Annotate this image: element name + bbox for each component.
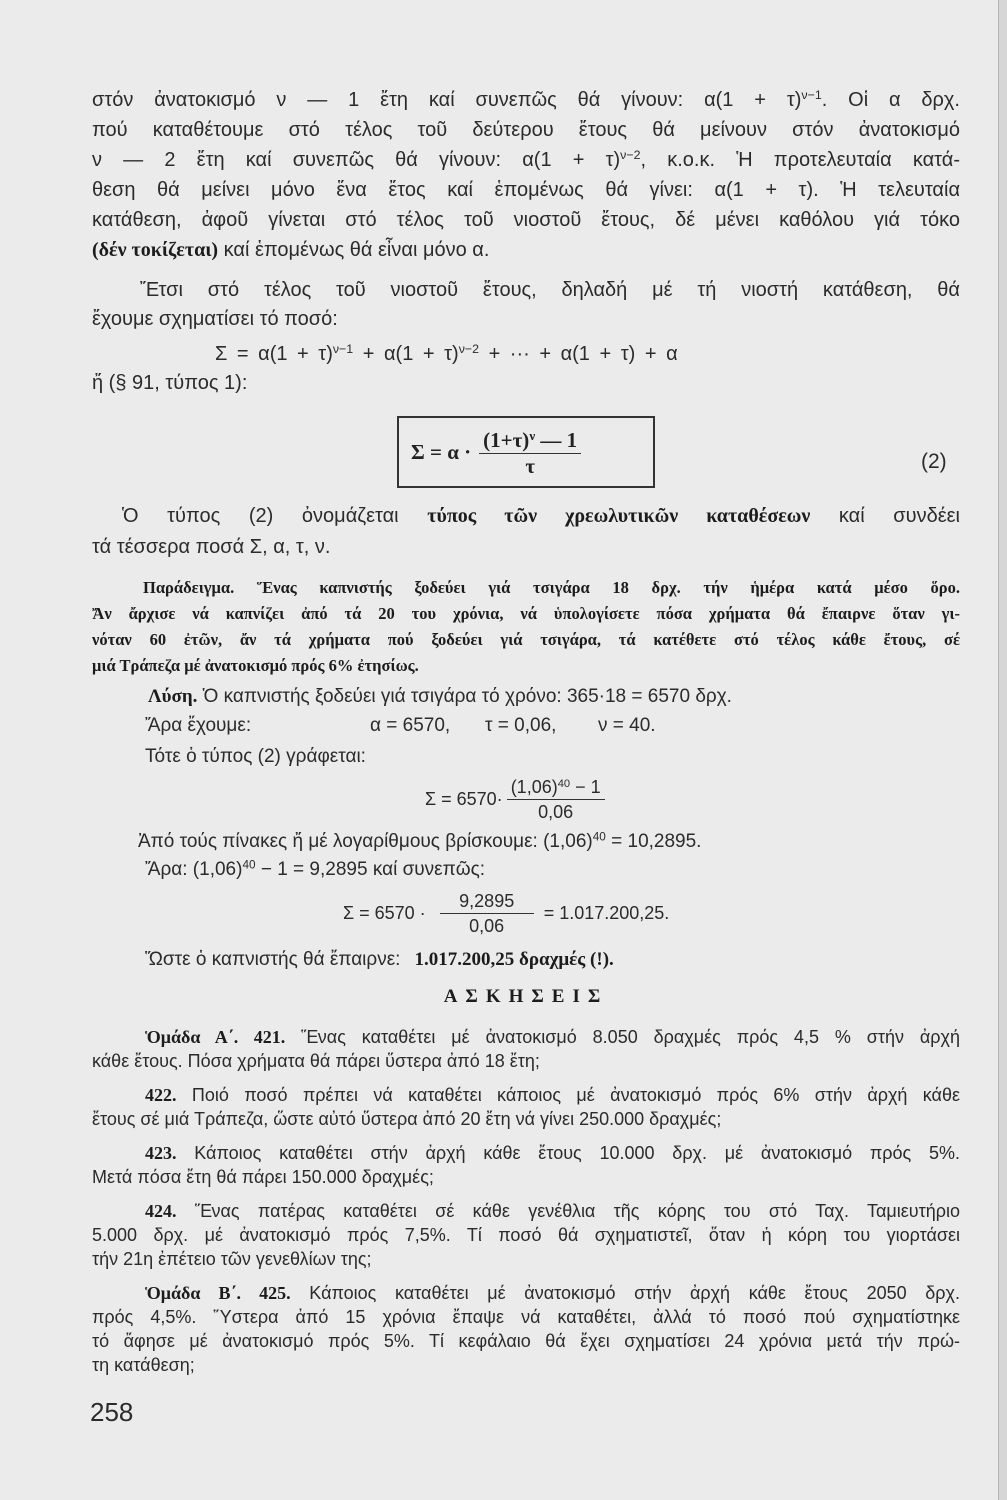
given-nu: ν = 40. [598,715,656,736]
formula-lhs: Σ = 6570 · [343,902,426,923]
formula-box [397,416,655,488]
fraction-numerator: 9,2895 [459,890,515,911]
bold-text: 1.017.200,25 δραχμές (!). [414,949,614,970]
text-line [215,339,678,369]
text-run: Ὁ τύπος (2) ὀνομάζεται [122,505,428,527]
exercise-424 [92,1199,960,1271]
text-run: νόταν 60 ἐτῶν, ἄν τά χρήματα πού ξοδεύει γιά τσιγάρα, τά κατέθετε στό τέλος κάθε ἔτους, σέ [92,630,960,649]
paragraph-compounding-deposits [92,85,960,265]
solution-line [145,856,485,884]
bold-text: Ὁμάδα Α΄. 421. [145,1027,286,1047]
text-run: ἔχουμε σχηματίσει τό ποσό: [92,308,338,330]
text-run: θεση θά μείνει μόνο ἕνα ἔτος καί ἑπομένως θά γίνει: α(1 + τ). Ἡ τελευταία [92,179,960,201]
formula-reference [92,368,247,398]
text-line [145,743,366,771]
text-line [92,1305,960,1329]
text-line [92,653,960,679]
text-run: 5.000 δρχ. μέ ἀνατοκισμό πρός 7,5%. Τί ποσό θά σχηματιστεῖ, ὅταν ἡ κόρη του γιορτάσει [92,1225,960,1245]
exercises-heading: ΑΣΚΗΣΕΙΣ [443,986,609,1007]
numerator-base: (1+τ) [483,427,530,452]
exercise-422 [92,1083,960,1131]
text-run: . Οἱ α δρχ. [821,89,960,111]
text-run: Ἄρα: (1,06) [145,859,243,880]
fraction-numerator [479,427,581,453]
text-line [92,1247,960,1271]
text-run: − 1 = 9,2895 καί συνεπῶς: [255,859,486,880]
text-run: Ποιό ποσό πρέπει νά καταθέτει κάποιος μέ ἀνατοκισμό πρός 6% στήν ἀρχή κάθε [176,1085,960,1105]
text-run: = 10,2895. [605,831,702,852]
fraction-denominator: 0,06 [440,913,534,938]
text-line [92,1049,960,1073]
text-run: καί ἑπομένως θά εἶναι μόνο α. [218,239,490,261]
text-run: , κ.ο.κ. Ἡ προτελευταία κατά- [640,149,960,171]
text-line [92,368,247,398]
solution-line [145,743,366,771]
bold-text: 422. [145,1085,177,1105]
exercises-list [92,1025,960,1377]
text-line [92,115,960,145]
text-run: στόν ἀνατοκισμό ν — 1 ἔτη καί συνεπῶς θά γίνουν: α(1 + τ) [92,89,802,111]
superscript: ν−1 [801,88,822,103]
numerator-rest: − 1 [570,776,601,797]
text-run: πού καταθέτουμε στό τέλος τοῦ δεύτερου ἔτους θά μείνουν στόν ἀνατοκισμό [92,119,960,141]
text-line [92,1107,960,1131]
text-run: καί συνδέει [810,505,960,527]
text-line [92,1281,960,1305]
text-line [92,1223,960,1247]
text-run: κατάθεση, ἀφοῦ γίνεται στό τέλος τοῦ νιοστοῦ ἔτους, δέ μένει καθόλου γιά τόκο [92,209,960,231]
text-line [145,946,614,974]
text-line [92,1083,960,1107]
superscript: 40 [242,858,256,872]
text-line [92,276,960,305]
superscript: 40 [592,830,606,844]
bold-text: τύπος τῶν χρεωλυτικῶν καταθέσεων [427,505,811,527]
fraction-denominator: 0,06 [507,799,605,824]
text-run: Κάποιος καταθέτει μέ ἀνατοκισμό στήν ἀρχή κάθε ἔτους 2050 δρχ. [290,1283,960,1303]
text-line [92,145,960,175]
text-line [92,1165,960,1189]
given-label: Ἄρα ἔχουμε: [145,715,252,736]
text-run: Ἀπό τούς πίνακες ἤ μέ λογαρίθμους βρίσκουμε: (1,06) [138,831,593,852]
formula-sum-series [215,339,678,369]
text-line [92,1329,960,1353]
exercise-421 [92,1025,960,1073]
numerator-base: (1,06) [510,776,558,797]
text-run: μιά Τράπεζα μέ ἀνατοκισμό πρός 6% ἐτησίως. [92,656,419,675]
text-line [92,205,960,235]
text-run: + ··· + α(1 + τ) + α [479,343,678,365]
text-run: ν — 2 ἔτη καί συνεπῶς θά γίνουν: α(1 + τ) [92,149,621,171]
given-values [145,712,656,740]
example-statement [92,575,960,679]
text-line [138,828,701,856]
text-run: Σ = α(1 + τ) [215,343,333,365]
formula-result [343,884,669,942]
scan-edge [998,0,1007,1500]
text-line [92,1141,960,1165]
paragraph-total-sum [92,276,960,334]
text-line [92,305,960,334]
text-run: Κάποιος καταθέτει στήν ἀρχή κάθε ἔτους 10.000 δρχ. μέ ἀνατοκισμό πρός 5%. [176,1143,960,1163]
fraction-numerator [507,775,605,799]
text-run: + α(1 + τ) [353,343,459,365]
page-number: 258 [90,1397,134,1427]
text-line [92,627,960,653]
text-run: τό ἄφησε μέ ἀνατοκισμό πρός 5%. Τί κεφάλαιο θά ἔχει σχηματίσει 24 χρόνια μετά τήν πρώ- [92,1331,960,1351]
exercise-423 [92,1141,960,1189]
fraction [440,889,534,938]
text-run: Ἔτσι στό τέλος τοῦ νιοστοῦ ἔτους, δηλαδή μέ τή νιοστή κατάθεση, θά [140,279,960,301]
text-run: τήν 21η ἐπέτειο τῶν γενεθλίων της; [92,1249,372,1269]
text-line [145,856,485,884]
text-line [92,575,960,601]
superscript: ν−2 [620,148,641,163]
text-line [92,175,960,205]
text-line [92,1025,960,1049]
text-line [92,235,960,265]
text-line [92,532,960,563]
equation-number: (2) [921,450,947,473]
text-run: Παράδειγμα. Ἕνας καπνιστής ξοδεύει γιά τσιγάρα 18 δρχ. τήν ἡμέρα κατά μέσο ὅρο. [143,578,960,597]
bold-text: Ὁμάδα Β΄. 425. [145,1283,291,1303]
solution-line [148,683,732,711]
text-run: Ἄν ἄρχισε νά καπνίζει ἀπό τά 20 του χρόνια, νά ὑπολογίσετε πόσα χρήματα θά ἔπαιρνε ὅταν γι- [92,604,960,623]
text-run: Ἕνας καταθέτει μέ ἀνατοκισμό 8.050 δραχμές πρός 4,5 % στήν ἀρχή [285,1027,960,1047]
text-line [92,601,960,627]
given-tau: τ = 0,06, [485,715,557,736]
text-line [92,501,960,532]
superscript: 40 [557,777,571,790]
formula-lhs: Σ = α · [411,439,472,464]
formula-substituted [425,772,605,826]
bold-text: 424. [145,1201,177,1221]
solution-line [138,828,701,856]
formula-lhs: Σ = 6570· [425,788,503,809]
bold-text: (δέν τοκίζεται) [92,239,219,261]
text-run: ἔτους σέ μιά Τράπεζα, ὥστε αὐτό ὕστερα ἀπό 20 ἔτη νά γίνει 250.000 δραχμές; [92,1109,722,1129]
text-line [92,1199,960,1223]
text-run: κάθε ἔτους. Πόσα χρήματα θά πάρει ὕστερα ἀπό 18 ἔτη; [92,1051,540,1071]
fraction [507,775,605,824]
text-line [92,85,960,115]
text-run: τη κατάθεση; [92,1355,195,1375]
text-run: Ὥστε ὁ καπνιστής θά ἔπαιρνε: [145,949,401,970]
text-run: Μετά πόσα ἔτη θά πάρει 150.000 δραχμές; [92,1167,434,1187]
paragraph-formula-name [92,501,960,563]
bold-text: Λύση. [148,686,198,707]
superscript: ν−2 [458,342,480,357]
text-run: Ὁ καπνιστής ξοδεύει γιά τσιγάρα τό χρόνο: 365·18 = 6570 δρχ. [197,686,732,707]
fraction-denominator: τ [479,453,581,478]
superscript: ν [529,427,536,443]
formula-rhs: = 1.017.200,25. [543,902,670,923]
text-run: ἤ (§ 91, τύπος 1): [92,372,248,394]
bold-text: 423. [145,1143,177,1163]
exercise-425 [92,1281,960,1377]
superscript: ν−1 [332,342,354,357]
text-line [92,1353,960,1377]
text-run: Ἕνας πατέρας καταθέτει σέ κάθε γενέθλια τῆς κόρης του στό Ταχ. Ταμιευτήριο [176,1201,960,1221]
text-line [148,683,732,711]
given-alpha: α = 6570, [370,715,451,736]
text-run: πρός 4,5%. Ὕστερα ἀπό 15 χρόνια ἔπαψε νά καταθέτει, ἀλλά τό ποσό πού σχηματίστηκε [92,1307,960,1327]
text-run: τά τέσσερα ποσά Σ, α, τ, ν. [92,536,331,558]
fraction [479,427,581,478]
numerator-rest: — 1 [535,427,578,452]
solution-conclusion [145,946,614,974]
text-run: Τότε ὁ τύπος (2) γράφεται: [145,746,366,767]
